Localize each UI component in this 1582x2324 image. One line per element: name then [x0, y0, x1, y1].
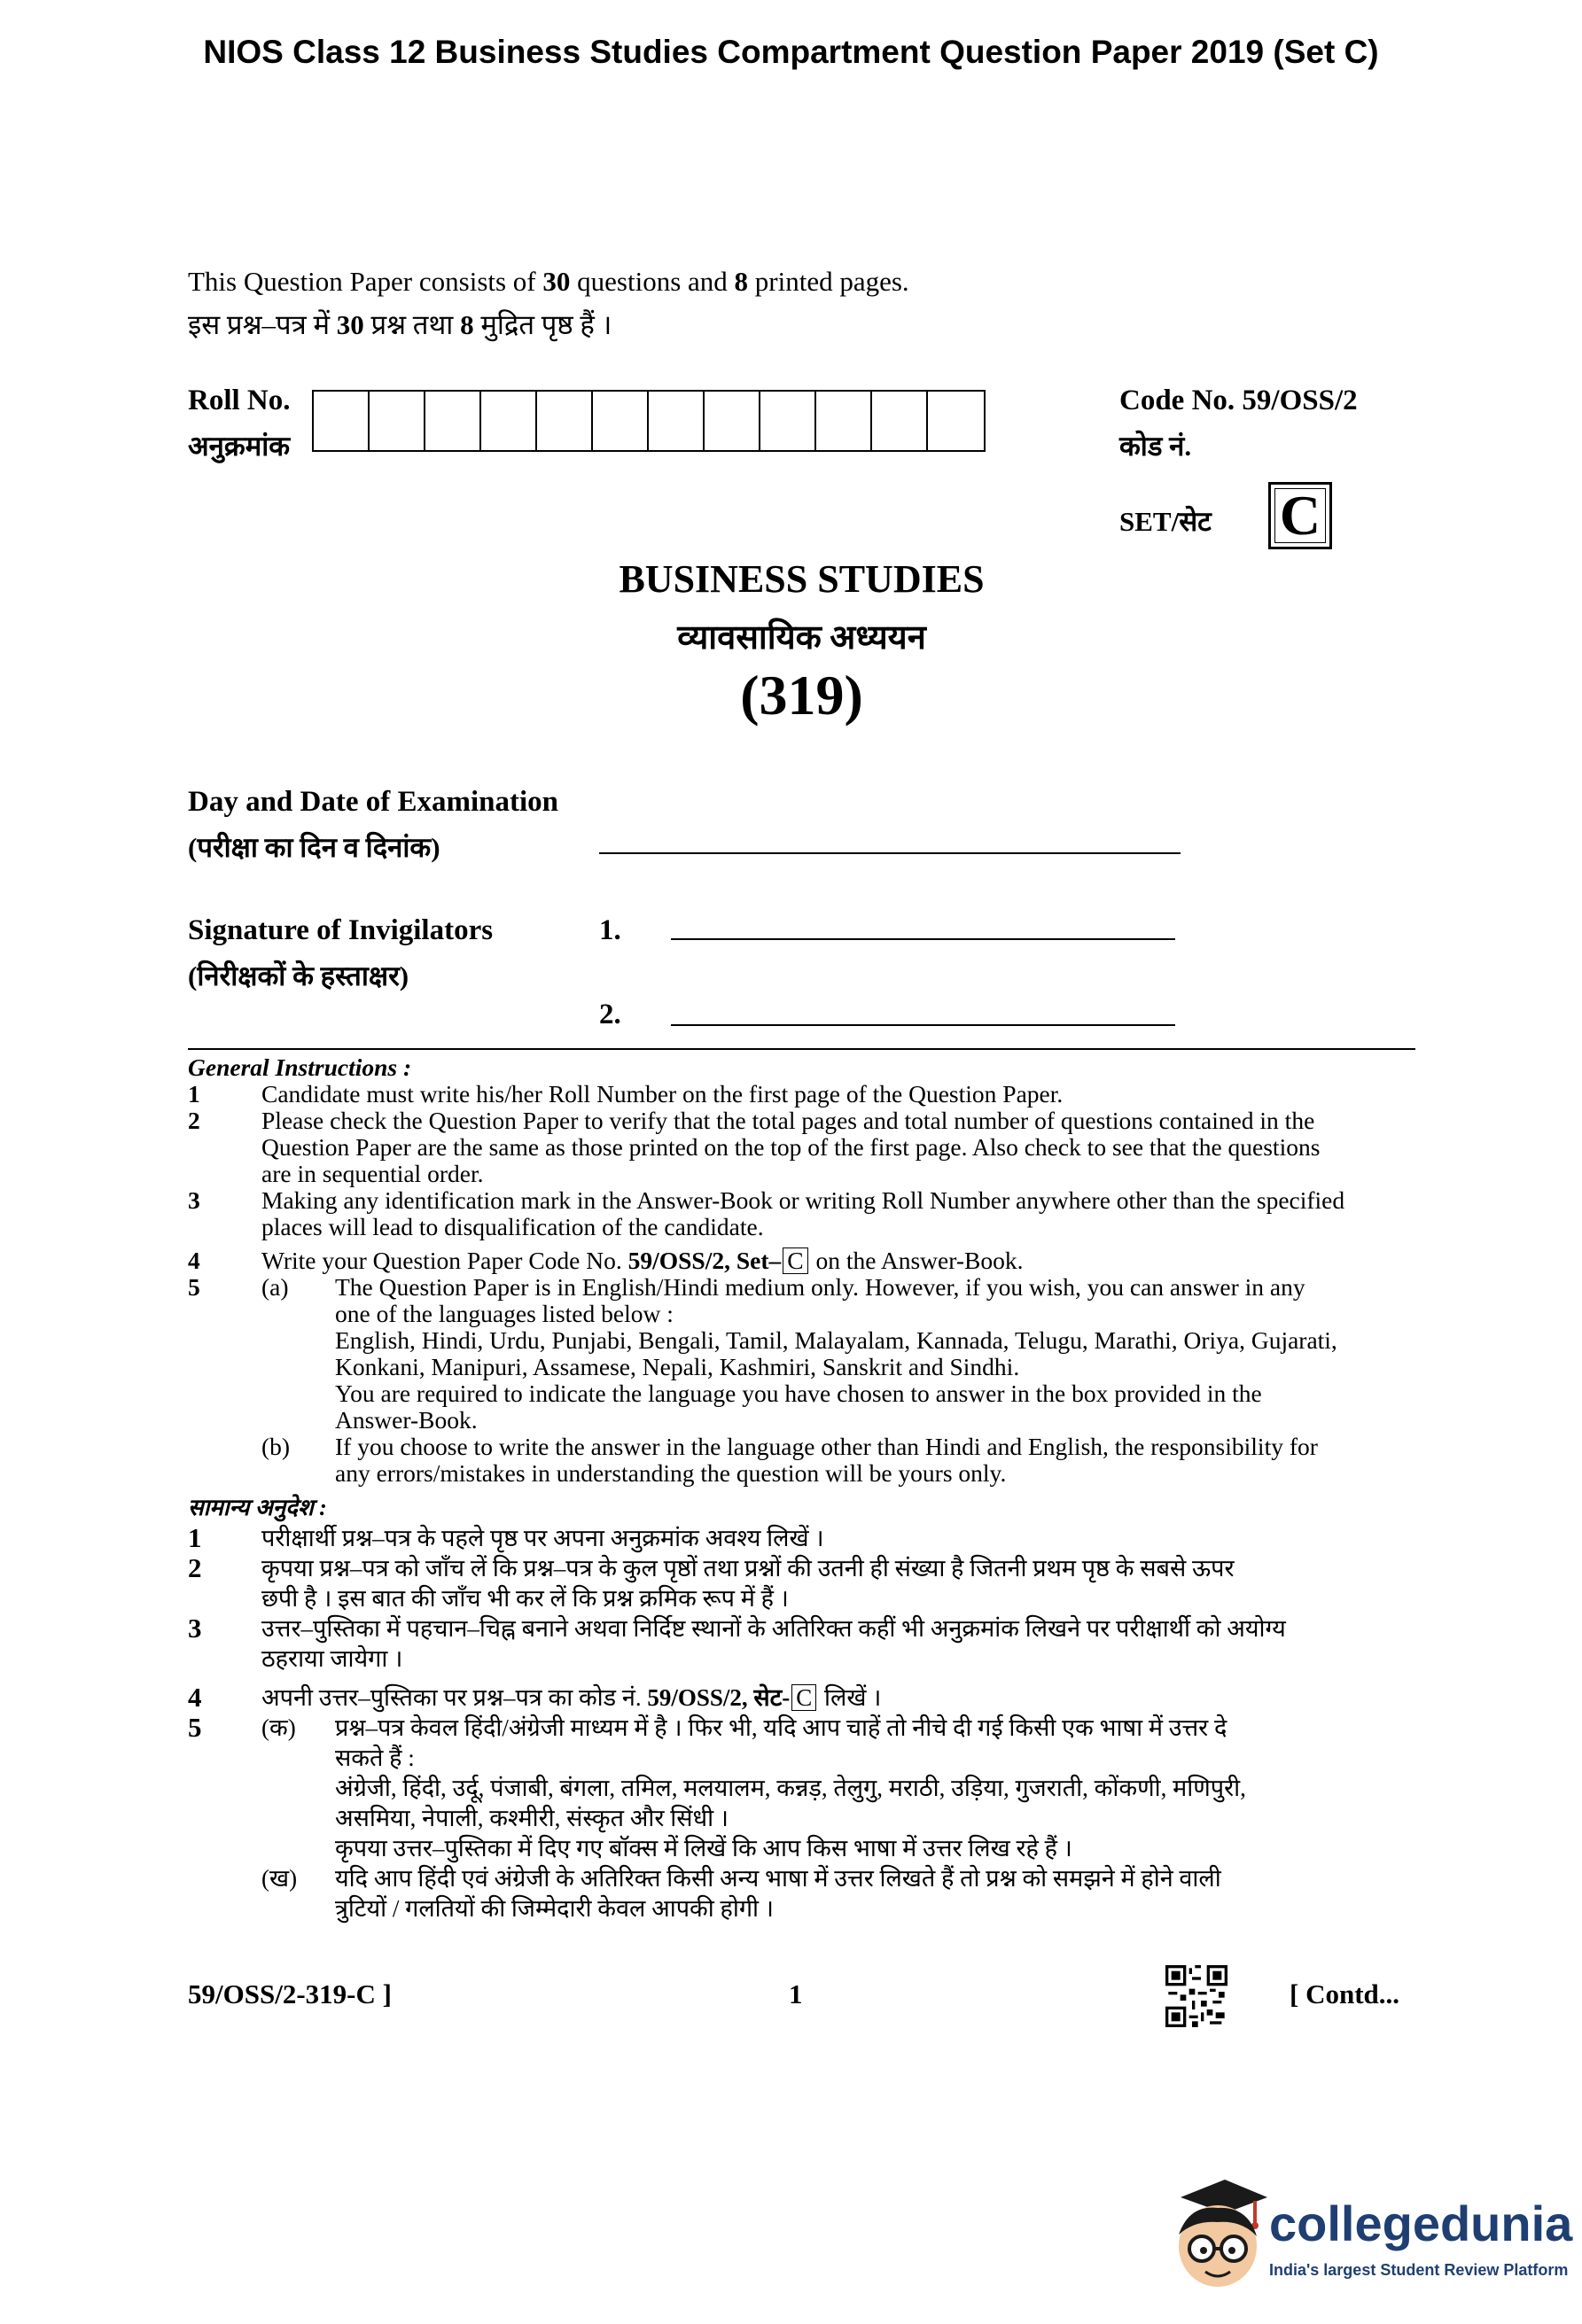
instruction-text: Konkani, Manipuri, Assamese, Nepali, Kashmiri, Sanskrit and Sindhi. — [335, 1353, 1020, 1380]
instruction-text: Question Paper are the same as those printed on the top of the first page. Also check to see that the questions — [261, 1133, 1321, 1161]
intro-text: मुद्रित पृष्ठ हैं । — [473, 309, 612, 340]
subject-title-hindi: व्यावसायिक अध्ययन — [677, 619, 926, 657]
subject-title: BUSINESS STUDIES — [619, 557, 985, 601]
instruction-text: Answer-Book. — [335, 1406, 478, 1434]
instruction-text: प्रश्न–पत्र केवल हिंदी/अंग्रेजी माध्यम में है । फिर भी, यदि आप चाहें तो नीचे दी गई किसी एक भाषा में उत्तर दे — [335, 1714, 1227, 1741]
instruction-text: कृपया उत्तर–पुस्तिका में दिए गए बॉक्स में लिखें कि आप किस भाषा में उत्तर लिख रहे हैं । — [335, 1835, 1072, 1862]
roll-digit-box[interactable] — [872, 392, 928, 450]
instruction-text: परीक्षार्थी प्रश्न–पत्र के पहले पृष्ठ पर अपना अनुक्रमांक अवश्य लिखें । — [261, 1525, 824, 1551]
exam-date-label: Day and Date of Examination — [188, 786, 559, 818]
intro-text: प्रश्न तथा — [363, 309, 461, 340]
roll-number-boxes[interactable] — [312, 390, 986, 452]
brand-name: collegedunia — [1269, 2196, 1573, 2251]
code-label-hindi: कोड नं. — [1119, 431, 1192, 462]
footer-paper-code: 59/OSS/2-319-C ] — [188, 1978, 392, 2009]
subject-code: (319) — [740, 664, 863, 727]
instruction-text — [261, 1247, 1420, 1274]
roll-digit-box[interactable] — [705, 392, 760, 450]
roll-digit-box[interactable] — [760, 392, 816, 450]
instruction-text: कृपया प्रश्न–पत्र को जाँच लें कि प्रश्न–पत्र के कुल पृष्ठों तथा प्रश्नों की उतनी ही संख्या है जितनी प्रथम पृष्ठ के सबसे ऊपर — [261, 1555, 1235, 1582]
instruction-text-part: अपनी उत्तर–पुस्तिका पर प्रश्न–पत्र का कोड नं. — [261, 1684, 648, 1711]
roll-label: Roll No. — [188, 385, 291, 416]
instruction-text: If you choose to write the answer in the language other than Hindi and English, the responsibility for — [335, 1433, 1318, 1460]
set-inline-box: C — [783, 1247, 807, 1274]
roll-digit-box[interactable] — [593, 392, 649, 450]
mascot-logo-icon — [1163, 2162, 1267, 2295]
instruction-text: सकते हैं : — [335, 1745, 415, 1771]
invigilator-number-2: 2. — [599, 999, 621, 1030]
intro-hindi — [188, 306, 612, 343]
section-divider — [188, 1048, 1415, 1050]
roll-digit-box[interactable] — [928, 392, 984, 450]
intro-text: This Question Paper consists of — [188, 266, 543, 297]
footer-contd: [ Contd... — [1290, 1978, 1400, 2009]
brand-tagline: India's largest Student Review Platform — [1269, 2261, 1569, 2279]
roll-digit-box[interactable] — [537, 392, 593, 450]
set-label: SET/सेट — [1119, 506, 1212, 537]
instruction-text: are in sequential order. — [261, 1160, 484, 1187]
instruction-text: one of the languages listed below : — [335, 1300, 674, 1327]
instruction-text: यदि आप हिंदी एवं अंग्रेजी के अतिरिक्त किसी अन्य भाषा में उत्तर लिखते हैं तो प्रश्न को समझने में होने वाली — [335, 1865, 1221, 1892]
instruction-number: 4 — [188, 1682, 202, 1713]
instruction-number: 5 — [188, 1712, 202, 1743]
roll-digit-box[interactable] — [481, 392, 537, 450]
general-instructions-en — [188, 1054, 1420, 1487]
instructions-heading-hindi: सामान्य अनुदेश : — [188, 1495, 327, 1520]
instruction-text: ठहराया जायेगा । — [261, 1645, 403, 1672]
instruction-text-part: Write your Question Paper Code No. — [261, 1247, 628, 1274]
sub-instruction-label: (a) — [261, 1273, 289, 1301]
instruction-text: Please check the Question Paper to verify that the total pages and total number of questions contained in the — [261, 1107, 1315, 1134]
instruction-number: 2 — [188, 1552, 202, 1583]
question-count: 30 — [336, 309, 364, 340]
question-count: 30 — [542, 266, 571, 297]
instruction-number: 1 — [188, 1080, 200, 1108]
instruction-text: You are required to indicate the language you have chosen to answer in the box provided in the — [335, 1380, 1262, 1407]
set-value: C — [1274, 488, 1326, 543]
set-inline-box: C — [791, 1684, 816, 1711]
instruction-text: any errors/mistakes in understanding the question will be yours only. — [335, 1459, 1007, 1487]
instruction-text: अंग्रेजी, हिंदी, उर्दू, पंजाबी, बंगला, तमिल, मलयालम, कन्नड़, तेलुगु, मराठी, उड़िया, गुजराती, कोंकणी, मणिपुरी, — [335, 1775, 1246, 1801]
invigilators-label: Signature of Invigilators — [188, 914, 494, 946]
exam-date-label-hindi: (परीक्षा का दिन व दिनांक) — [188, 832, 440, 863]
instruction-number: 3 — [188, 1613, 202, 1644]
invigilators-label-hindi: (निरीक्षकों के हस्ताक्षर) — [188, 960, 409, 991]
instruction-text: Making any identification mark in the Answer-Book or writing Roll Number anywhere other than the specified — [261, 1186, 1345, 1214]
instruction-text: Candidate must write his/her Roll Number on the first page of the Question Paper. — [261, 1080, 1064, 1108]
instructions-heading: General Instructions : — [188, 1053, 412, 1081]
intro-text: questions and — [570, 266, 735, 297]
instruction-text — [261, 1683, 1420, 1713]
intro-text: इस प्रश्न–पत्र में — [188, 309, 337, 340]
instruction-text: उत्तर–पुस्तिका में पहचान–चिह्न बनाने अथवा निर्दिष्ट स्थानों के अतिरिक्त कहीं भी अनुक्रमांक लिखने पर परीक्षार्थी को अयोग्य — [261, 1615, 1286, 1642]
page-header-title: NIOS Class 12 Business Studies Compartment Question Paper 2019 (Set C) — [203, 34, 1379, 70]
instruction-text: त्रुटियों / गलतियों की जिम्मेदारी केवल आपकी होगी । — [335, 1895, 775, 1922]
roll-digit-box[interactable] — [649, 392, 705, 450]
instruction-number: 3 — [188, 1186, 200, 1214]
page-count: 8 — [460, 309, 474, 340]
instruction-number: 2 — [188, 1107, 200, 1134]
footer-page-number: 1 — [789, 1978, 803, 2009]
sub-instruction-label: (क) — [261, 1714, 296, 1741]
instruction-text: The Question Paper is in English/Hindi medium only. However, if you wish, you can answer in any — [335, 1273, 1305, 1301]
instruction-number: 1 — [188, 1522, 202, 1553]
qr-code-icon — [1165, 1965, 1227, 2027]
code-number: Code No. 59/OSS/2 — [1119, 385, 1358, 416]
instruction-text: असमिया, नेपाली, कश्मीरी, संस्कृत और सिंधी । — [335, 1805, 729, 1831]
roll-digit-box[interactable] — [314, 392, 370, 450]
instruction-text: छपी है । इस बात की जाँच भी कर लें कि प्रश्न क्रमिक रूप में हैं । — [261, 1585, 789, 1612]
intro-text: printed pages. — [748, 266, 909, 297]
sub-instruction-label: (b) — [261, 1433, 291, 1460]
paper-code: 59/OSS/2, सेट- — [647, 1684, 791, 1711]
instruction-text: places will lead to disqualification of the candidate. — [261, 1213, 764, 1240]
intro-english — [188, 266, 909, 298]
instruction-text: English, Hindi, Urdu, Punjabi, Bengali, Tamil, Malayalam, Kannada, Telugu, Marathi, Oriya, Gujarati, — [335, 1326, 1337, 1354]
paper-code: 59/OSS/2, Set– — [627, 1247, 782, 1274]
exam-date-line[interactable] — [599, 852, 1181, 854]
roll-digit-box[interactable] — [816, 392, 872, 450]
roll-digit-box[interactable] — [370, 392, 425, 450]
roll-digit-box[interactable] — [425, 392, 481, 450]
invigilator-number-1: 1. — [599, 914, 621, 946]
instruction-number: 4 — [188, 1247, 200, 1274]
instruction-text-part: लिखें । — [818, 1684, 882, 1711]
instruction-text-part: on the Answer-Book. — [809, 1247, 1024, 1274]
set-box — [1268, 482, 1332, 549]
sub-instruction-label: (ख) — [261, 1865, 298, 1892]
page-count: 8 — [734, 266, 749, 297]
instruction-number: 5 — [188, 1273, 200, 1301]
invigilator-signature-line-2[interactable] — [671, 1024, 1175, 1026]
general-instructions-hi — [188, 1493, 1420, 1924]
invigilator-signature-line-1[interactable] — [671, 938, 1175, 940]
roll-label-hindi: अनुक्रमांक — [188, 431, 291, 462]
